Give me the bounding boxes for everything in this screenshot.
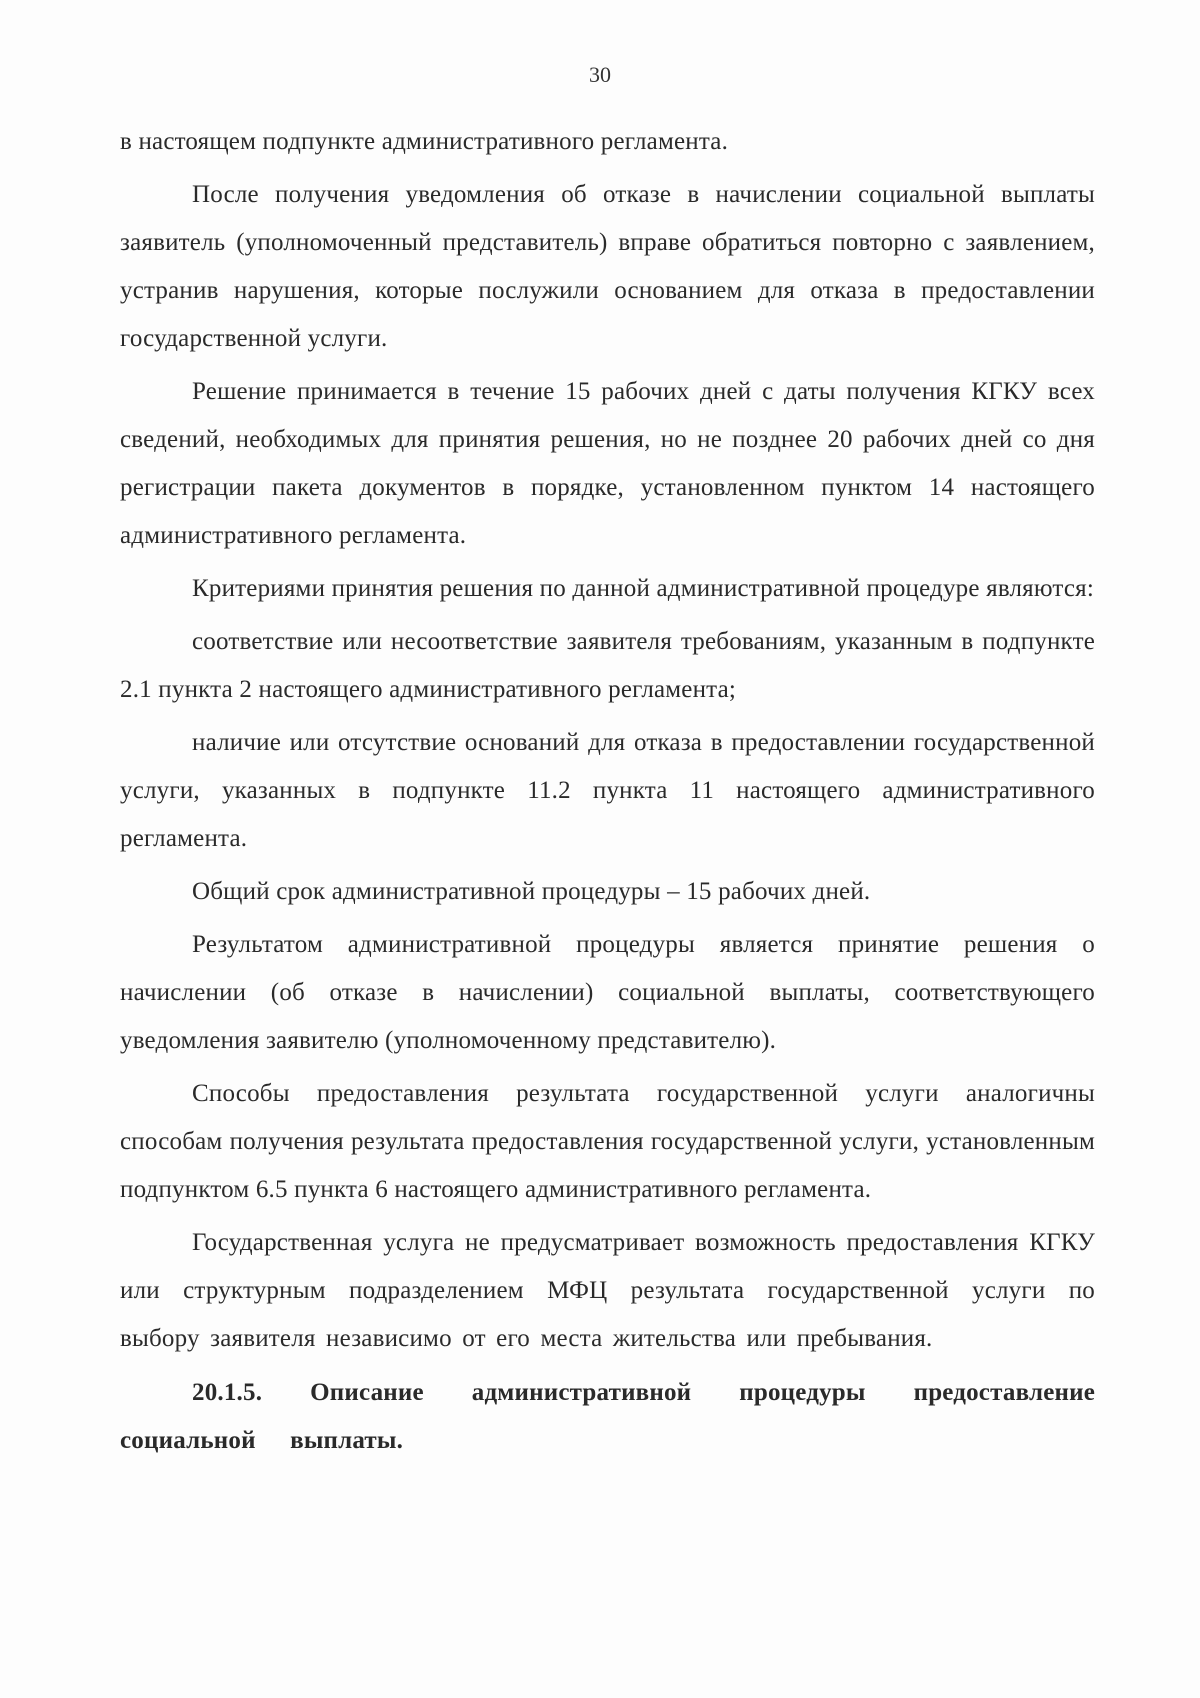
paragraph-result-methods: Способы предоставления результата государственной услуги аналогичны способам получения результата предоставления государственной услуги, установленным подпунктом 6.5 пункта 6 настоящего административного регламента. bbox=[120, 1080, 1095, 1203]
page-number: 30 bbox=[589, 62, 611, 87]
paragraph-continuation: в настоящем подпункте административного регламента. bbox=[120, 128, 729, 155]
paragraph-criterion-grounds: наличие или отсутствие оснований для отказа в предоставлении государственной услуги, указанных в подпункте 11.2 пункта 11 настоящего административного регламента. bbox=[120, 729, 1095, 852]
paragraph-decision-term: Решение принимается в течение 15 рабочих дней с даты получения КГКУ всех сведений, необходимых для принятия решения, но не позднее 20 рабочих дней со дня регистрации пакета документов в порядке, установленном пунктом 14 настоящего административного регламента. bbox=[120, 378, 1095, 549]
section-heading: 20.1.5. Описание административной процедуры предоставление социальной выплаты. bbox=[120, 1379, 1095, 1454]
paragraph-result: Результатом административной процедуры является принятие решения о начислении (об отказе в начислении) социальной выплаты, соответствующего уведомления заявителю (уполномоченному представителю). bbox=[120, 931, 1095, 1054]
paragraph-criterion-compliance: соответствие или несоответствие заявителя требованиям, указанным в подпункте 2.1 пункта 2 настоящего административного регламента; bbox=[120, 628, 1095, 703]
paragraph-extraterritorial: Государственная услуга не предусматривает возможность предоставления КГКУ или структурным подразделением МФЦ результата государственной услуги по выбору заявителя независимо от его места жительства или пребывания. bbox=[120, 1229, 1095, 1352]
paragraph-criteria-intro: Критериями принятия решения по данной административной процедуре являются: bbox=[192, 575, 1094, 602]
document-body bbox=[120, 118, 1095, 1470]
paragraph-total-term: Общий срок административной процедуры – 15 рабочих дней. bbox=[192, 878, 871, 905]
paragraph-refusal-notice: После получения уведомления об отказе в начислении социальной выплаты заявитель (уполномоченный представитель) вправе обратиться повторно с заявлением, устранив нарушения, которые послужили основанием для отказа в предоставлении государственной услуги. bbox=[120, 181, 1095, 352]
